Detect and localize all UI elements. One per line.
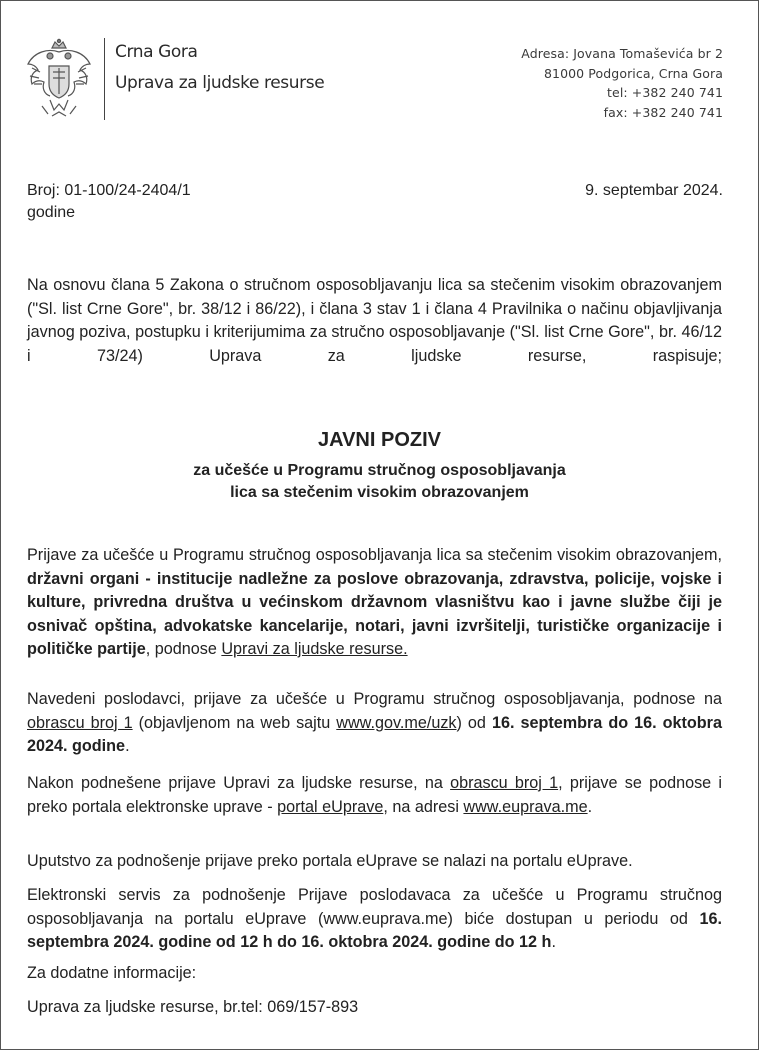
document-number-suffix: godine [27,204,76,221]
document-subtitle-2: lica sa stečenim visokim obrazovanjem [230,484,529,501]
coat-of-arms-icon [22,38,96,122]
document-subtitle-1: za učešće u Programu stručnog osposobljavanja [193,462,566,479]
application-period: 16. septembra do 16. oktobra 2024. godine [27,713,722,755]
uprava-link[interactable]: Upravi za ljudske resurse. [221,640,408,658]
paragraph-applicants: Prijave za učešće u Programu stručnog osposobljavanja lica sa stečenim visokim obrazovanjem, državni organi - institucije nadležne za poslove obrazovanja, zdravstva, policije, vojske i kulture, privredna društva u većinskom državnom vlasništvu kao i javne službe čiji je osnivač opština, advokatske kancelarije, notari, javni izvršitelji, turističke organizacije i političke partije, podnose Upravi za ljudske resurse. [27,546,722,658]
phone-line: tel: +382 240 741 [607,85,723,100]
e-service-period: 16. septembra 2024. godine od 12 h do 16. oktobra 2024. godine do 12 h [27,909,722,951]
address-block [521,44,723,122]
paragraph-contact-label: Za dodatne informacije: [27,964,197,982]
paragraph-instructions: Uputstvo za podnošenje prijave preko portala eUprave se nalazi na portalu eUprave. [27,852,633,870]
paragraph-form: Navedeni poslodavci, prijave za učešće u Programu stručnog osposobljavanja, podnose na obrascu broj 1 (objavljenom na web sajtu www.gov.me/uzk) od 16. septembra do 16. oktobra 2024. godine. [27,690,722,755]
address-line: Adresa: Jovana Tomaševića br 2 [521,46,723,61]
address-line: 81000 Podgorica, Crna Gora [543,65,723,81]
form-link[interactable]: obrascu broj 1 [27,713,133,732]
form-link[interactable]: obrascu broj 1 [450,774,559,792]
document-date: 9. septembar 2024. [585,182,723,199]
document-title: JAVNI POZIV [318,429,441,451]
euprava-address-link[interactable]: www.euprava.me [463,797,588,816]
header-divider [104,38,105,120]
euprava-portal-link[interactable]: portal eUprave [277,797,384,816]
paragraph-contact-phone: Uprava za ljudske resurse, br.tel: 069/157-893 [27,998,359,1016]
eligible-employers: državni organi - institucije nadležne za poslove obrazovanja, zdravstva, policije, vojske i kulture, privredna društva u većinskom državnom vlasništvu kao i javne službe čiji je osnivač opština, advokatske kancelarije, notari, javni izvršitelji, turističke organizacije i političke partije [27,569,722,658]
fax-line: fax: +382 240 741 [603,104,723,120]
paragraph-e-service: Elektronski servis za podnošenje Prijave poslodavaca za učešće u Programu stručnog osposobljavanja na portalu eUprave (www.euprava.me) biće dostupan u periodu od 16. septembra 2024. godine od 12 h do 16. oktobra 2024. godine do 12 h. [27,886,722,951]
gov-website-link[interactable]: www.gov.me/uzk [336,713,457,732]
document-number: Broj: 01-100/24-2404/1 [27,182,191,199]
intro-paragraph: Na osnovu člana 5 Zakona o stručnom osposobljavanju lica sa stečenim visokim obrazovanjem ("Sl. list Crne Gore", br. 38/12 i 86/22), i člana 3 stav 1 i člana 4 Pravilnika o načinu objavljivanja javnog poziva, postupku i kriterijumima za stručno osposobljavanje ("Sl. list Crne Gore", br. 46/12 i 73/24) Uprava za ljudske resurse, raspisuje; [27,276,722,365]
country-name: Crna Gora [115,42,198,62]
paragraph-portal: Nakon podnešene prijave Upravi za ljudske resurse, na obrascu broj 1, prijave se podnose i preko portala elektronske uprave - portal eUprave, na adresi www.euprava.me. [27,774,722,816]
institution-name: Uprava za ljudske resurse [115,73,325,93]
